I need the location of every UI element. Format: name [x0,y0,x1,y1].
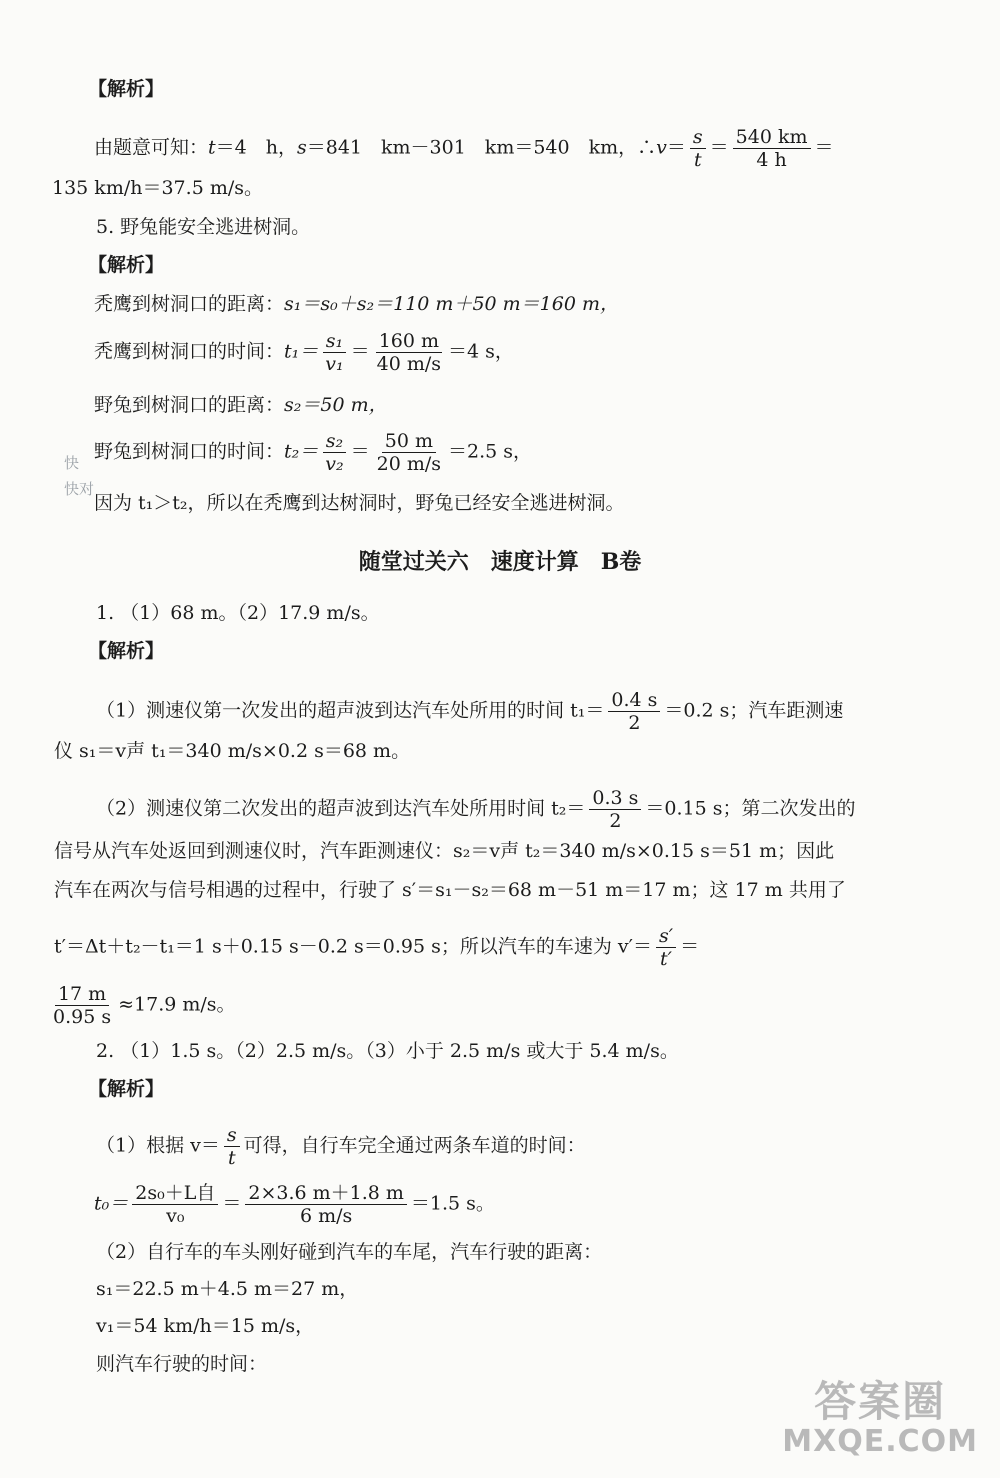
q1-answer: 1. （1）68 m。（2）17.9 m/s。 [96,602,380,624]
q2-part2-line4: 则汽车行驶的时间： [96,1353,268,1375]
q2-part2-line1: （2）自行车的车头刚好碰到汽车的车尾，汽车行驶的距离： [96,1241,603,1263]
q1-part2-line1: （2）测速仪第二次发出的超声波到达汽车处所用时间 t₂＝ $\frac{0.3 s}{2}$ ＝0.15 s；第二次发出的 [96,787,856,832]
q1-part2-line4: t′＝Δt＋t₂－t₁＝1 s＋0.15 s－0.2 s＝0.95 s；所以汽车的车速为 v′＝ $\frac{s'}{t'}$ ＝ [54,925,700,970]
analysis-label: 【解析】 [88,78,165,100]
q1-part2-line2: 信号从汽车处返回到测速仪时，汽车距测速仪：s₂＝v声 t₂＝340 m/s×0.15 s＝51 m；因此 [54,840,835,862]
q5-line4: 野兔到树洞口的时间：t₂＝ $\frac{\text{s₂}}{\text{v₂}}$ ＝ $\frac{50 m}{20 m/s}$ ＝2.5 s， [94,430,533,475]
analysis-label: 【解析】 [88,254,165,276]
q5-line2: 秃鹰到树洞口的时间：t₁＝ $\frac{\text{s₁}}{\text{v₁}}$ ＝ $\frac{160 m}{40 m/s}$ ＝4 s， [94,330,514,375]
q2-part2-line3: v₁＝54 km/h＝15 m/s， [96,1315,315,1337]
q1-part2-line3: 汽车在两次与信号相遇的过程中，行驶了 s′＝s₁－s₂＝68 m－51 m＝17 m；这 17 m 共用了 [54,879,846,901]
stamp-mark: 快 [64,454,80,472]
q1-part1-line2: 仪 s₁＝v声 t₁＝340 m/s×0.2 s＝68 m。 [54,740,411,762]
q4-solution-line1: 由题意可知：t＝4 h，s＝841 km－301 km＝540 km，∴v＝ $\frac{s}{t}$ ＝ $\frac{540 km}{4 h}$ ＝ [94,126,834,171]
q5-answer: 5. 野兔能安全逃进树洞。 [96,216,311,238]
watermark-logo [782,1378,978,1458]
q2-part2-line2: s₁＝22.5 m＋4.5 m＝27 m， [96,1278,359,1300]
q4-solution-line2: 135 km/h＝37.5 m/s。 [52,177,263,199]
q2-part1-line1: （1）根据 v＝ $\frac{s}{t}$ 可得，自行车完全通过两条车道的时间： [96,1124,586,1169]
q2-part1-line2: t₀＝ $\frac{\text{2s₀＋L自}}{\text{v₀}}$ ＝ $\frac{2\times 3.6 m+1.8 m}{6 m/s}$ ＝1.5 s。 [94,1182,495,1227]
q1-part2-line5: $\frac{17 m}{0.95 s}$ ≈17.9 m/s。 [53,983,236,1028]
watermark-cn: 答案圈 [814,1377,947,1426]
stamp-mark: 快对 [64,480,95,498]
analysis-label: 【解析】 [88,1078,165,1100]
q5-line3: 野兔到树洞口的距离：s₂＝50 m， [94,394,388,416]
section-title: 随堂过关六 速度计算 B卷 [358,549,642,575]
watermark-en: MXQE.COM [782,1424,978,1459]
q1-part1-line1: （1）测速仪第一次发出的超声波到达汽车处所用的时间 t₁＝ $\frac{0.4 s}{2}$ ＝0.2 s；汽车距测速 [96,689,844,734]
q5-conclusion: 因为 t₁＞t₂，所以在秃鹰到达树洞时，野兔已经安全逃进树洞。 [94,492,625,514]
q2-answer: 2. （1）1.5 s。（2）2.5 m/s。（3）小于 2.5 m/s 或大于 5.4 m/s。 [96,1040,679,1062]
q5-line1: 秃鹰到树洞口的距离：s₁＝s₀＋s₂＝110 m＋50 m＝160 m， [94,293,619,315]
analysis-label: 【解析】 [88,640,165,662]
